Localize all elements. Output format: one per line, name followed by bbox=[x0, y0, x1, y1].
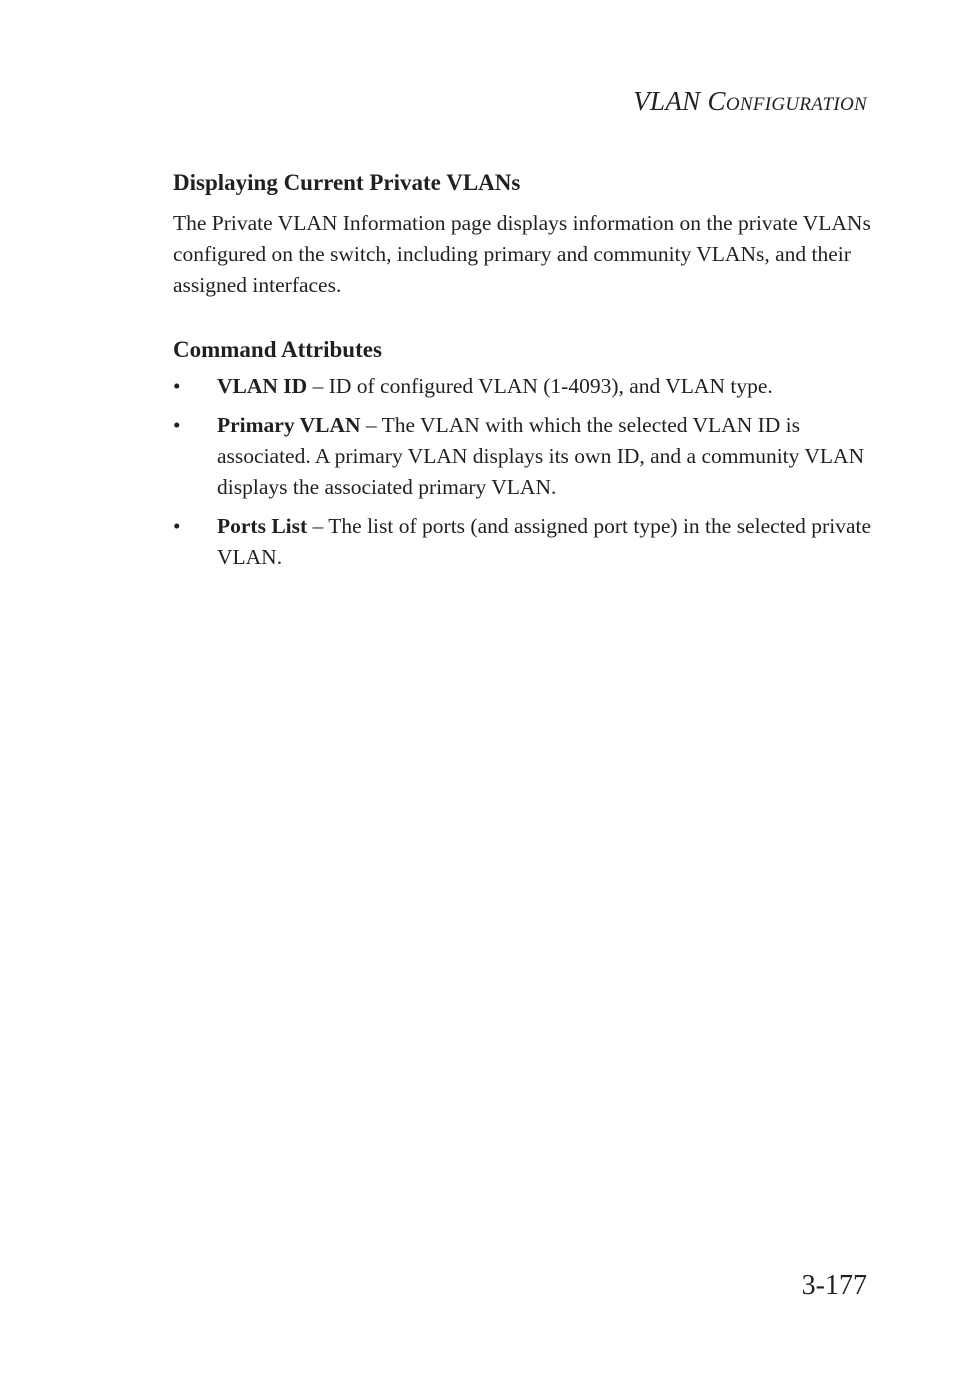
bullet-icon: • bbox=[173, 514, 181, 538]
attribute-term: Primary VLAN bbox=[217, 413, 361, 437]
running-header-smallcaps: Configuration bbox=[707, 86, 867, 116]
attribute-term: VLAN ID bbox=[217, 374, 308, 398]
running-header bbox=[633, 86, 867, 117]
attribute-item-vlan-id bbox=[173, 371, 873, 402]
bullet-icon: • bbox=[173, 374, 181, 398]
attribute-item-primary-vlan bbox=[173, 410, 873, 503]
attribute-description: – ID of configured VLAN (1-4093), and VLAN type. bbox=[307, 374, 773, 398]
attribute-item-ports-list bbox=[173, 511, 873, 573]
page-content bbox=[173, 168, 873, 581]
attributes-list bbox=[173, 371, 873, 573]
running-header-main: VLAN bbox=[633, 86, 701, 116]
attribute-term: Ports List bbox=[217, 514, 308, 538]
section-heading: Displaying Current Private VLANs bbox=[173, 170, 521, 195]
bullet-icon: • bbox=[173, 413, 181, 437]
attribute-description: – The VLAN with which the selected VLAN ID is associated. A primary VLAN displays its own ID, and a community VLAN displays the associated primary VLAN. bbox=[217, 413, 865, 499]
page-number: 3-177 bbox=[801, 1270, 867, 1301]
attribute-description: – The list of ports (and assigned port type) in the selected private VLAN. bbox=[217, 514, 872, 569]
section-intro: The Private VLAN Information page displays information on the private VLANs configured on the switch, including primary and community VLANs, and their assigned interfaces. bbox=[173, 211, 871, 297]
attributes-heading: Command Attributes bbox=[173, 337, 382, 362]
